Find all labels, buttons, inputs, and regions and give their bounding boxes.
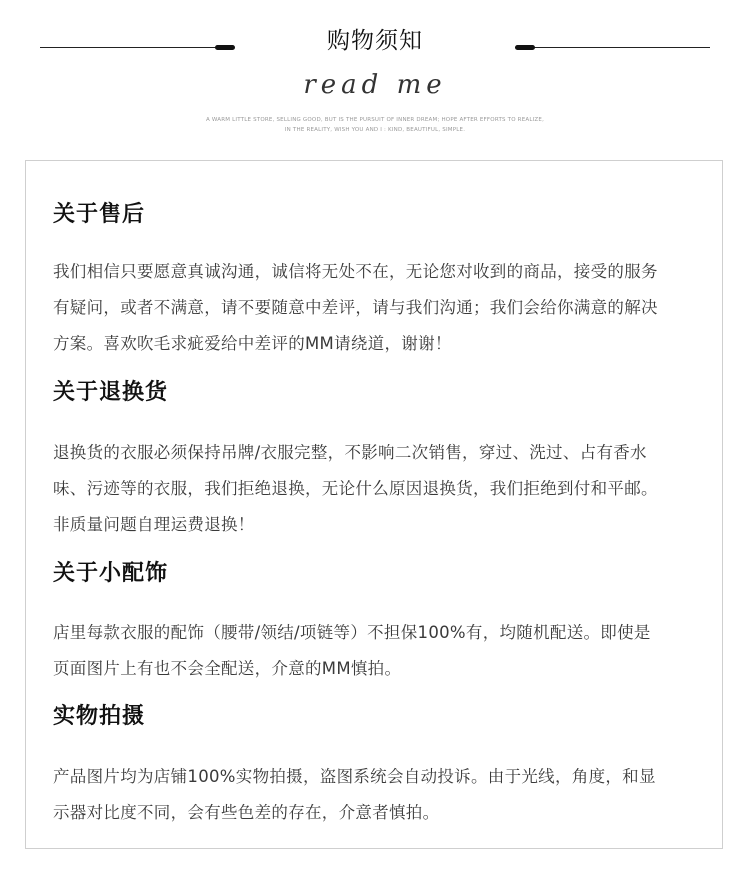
body-line: 退换货的衣服必须保持吊牌/衣服完整，不影响二次销售，穿过、洗过、占有香水	[53, 443, 647, 462]
section-title-photos: 实物拍摄	[53, 704, 146, 729]
section-title-accessories: 关于小配饰	[53, 561, 169, 586]
header	[0, 0, 750, 160]
section-body-photos	[53, 759, 703, 831]
page-subtitle: read me	[303, 70, 447, 100]
body-line: 方案。喜欢吹毛求疵爱给中差评的MM请绕道，谢谢！	[53, 334, 452, 353]
tagline-line: A WARM LITTLE STORE, SELLING GOOD, BUT IS THE PURSUIT OF INNER DREAM; HOPE AFTER EFFORTS TO REALIZE,	[205, 117, 545, 123]
body-line: 有疑问，或者不满意，请不要随意中差评，请与我们沟通；我们会给你满意的解决	[53, 298, 658, 317]
body-line: 味、污迹等的衣服，我们拒绝退换，无论什么原因退换货，我们拒绝到付和平邮。	[53, 479, 658, 498]
right-divider-line	[515, 47, 710, 48]
page-title: 购物须知	[327, 28, 423, 54]
body-line: 店里每款衣服的配饰（腰带/领结/项链等）不担保100%有，均随机配送。即使是	[53, 623, 651, 642]
body-line: 页面图片上有也不会全配送，介意的MM慎拍。	[53, 659, 402, 678]
section-title-returns: 关于退换货	[53, 380, 169, 405]
section-body-returns	[53, 435, 703, 543]
section-title-after-sales: 关于售后	[53, 202, 146, 227]
notice-card	[25, 160, 723, 849]
body-line: 非质量问题自理运费退换！	[53, 515, 255, 534]
body-line: 我们相信只要愿意真诚沟通，诚信将无处不在，无论您对收到的商品，接受的服务	[53, 262, 658, 281]
tagline	[0, 115, 750, 135]
body-line: 示器对比度不同，会有些色差的存在，介意者慎拍。	[53, 803, 440, 822]
section-body-after-sales	[53, 254, 703, 362]
tagline-line: IN THE REALITY, WISH YOU AND I : KIND, BEAUTIFUL, SIMPLE.	[284, 127, 466, 133]
right-divider-cap	[515, 45, 535, 50]
body-line: 产品图片均为店铺100%实物拍摄，盗图系统会自动投诉。由于光线，角度，和显	[53, 767, 656, 786]
section-body-accessories	[53, 615, 703, 687]
